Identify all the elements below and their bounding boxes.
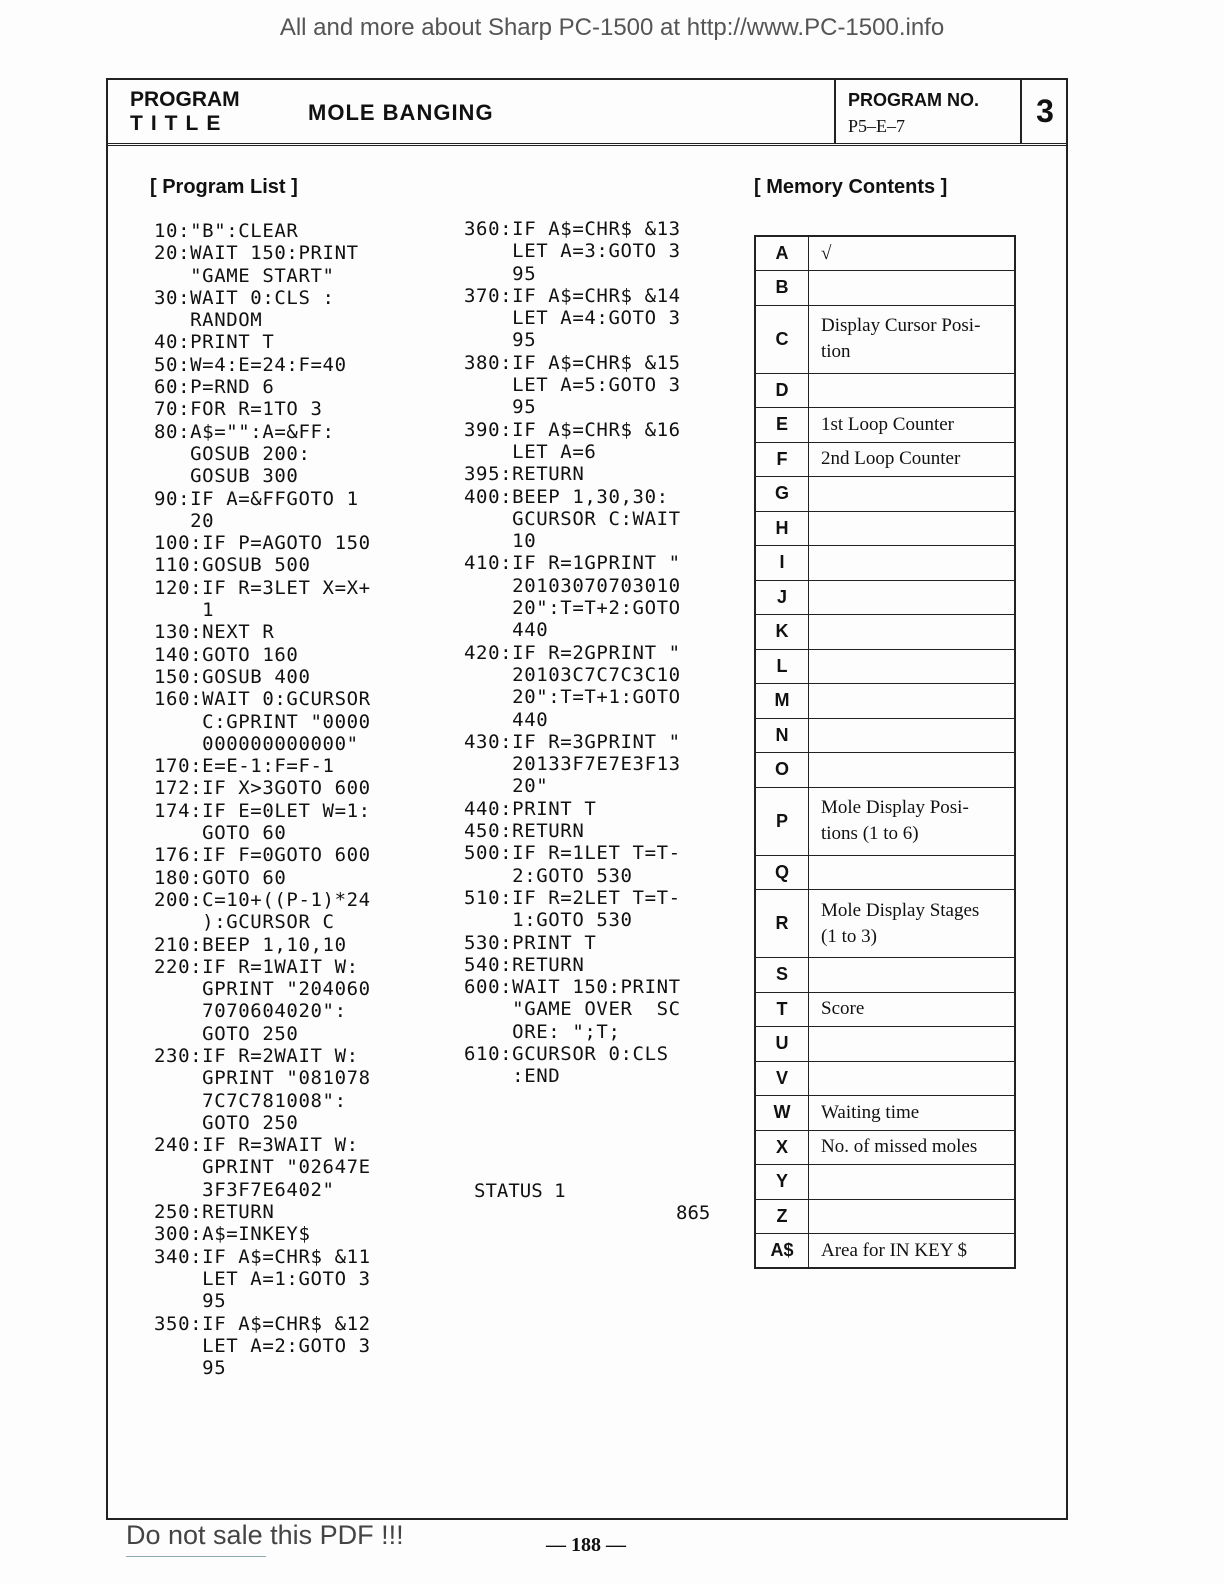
memory-description <box>809 615 1016 650</box>
memory-contents-heading: [ Memory Contents ] <box>754 176 948 198</box>
memory-key: I <box>755 546 809 581</box>
memory-row <box>755 511 1015 546</box>
memory-key: M <box>755 684 809 719</box>
memory-row <box>755 477 1015 512</box>
memory-description <box>809 753 1016 788</box>
memory-description <box>809 1027 1016 1062</box>
program-listing-column-1: 10:"B":CLEAR 20:WAIT 150:PRINT "GAME START" 30:WAIT 0:CLS : RANDOM 40:PRINT T 50:W=4:E=24:F=40 60:P=RND 6 70:FOR R=1TO 3 80:A$="":A=&FF: GOSUB 200: GOSUB 300 90:IF A=&FFGOTO 1 20 100:IF P=AGOTO 150 110:GOSUB 500 120:IF R=3LET X=X+ 1 130:NEXT R 140:GOTO 160 150:GOSUB 400 160:WAIT 0:GCURSOR C:GPRINT "0000 000000000000" 170:E=E-1:F=F-1 172:IF X>3GOTO 600 174:IF E=0LET W=1: GOTO 60 176:IF F=0GOTO 600 180:GOTO 60 200:C=10+((P-1)*24 ):GCURSOR C 210:BEEP 1,10,10 220:IF R=1WAIT W: GPRINT "204060 7070604020": GOTO 250 230:IF R=2WAIT W: GPRINT "081078 7C7C781008": GOTO 250 240:IF R=3WAIT W: GPRINT "02647E 3F3F7E6402" 250:RETURN 300:A$=INKEY$ 340:IF A$=CHR$ &11 LET A=1:GOTO 3 95 350:IF A$=CHR$ &12 LET A=2:GOTO 3 95 <box>154 220 371 1380</box>
memory-key: J <box>755 580 809 615</box>
memory-key: L <box>755 649 809 684</box>
memory-row <box>755 408 1015 443</box>
memory-key: D <box>755 373 809 408</box>
memory-description: Score <box>809 992 1016 1027</box>
memory-description: Mole Display Posi- tions (1 to 6) <box>809 787 1016 855</box>
memory-row <box>755 1061 1015 1096</box>
memory-row <box>755 546 1015 581</box>
status-label: STATUS 1 <box>474 1180 566 1202</box>
memory-row <box>755 615 1015 650</box>
memory-description <box>809 373 1016 408</box>
memory-row <box>755 271 1015 306</box>
memory-description <box>809 684 1016 719</box>
memory-description <box>809 718 1016 753</box>
memory-row <box>755 684 1015 719</box>
memory-description <box>809 855 1016 890</box>
memory-description: No. of missed moles <box>809 1130 1016 1165</box>
status-value: 865 <box>676 1202 711 1224</box>
memory-row <box>755 753 1015 788</box>
memory-description <box>809 1199 1016 1234</box>
program-list-heading: [ Program List ] <box>150 176 298 198</box>
memory-key: U <box>755 1027 809 1062</box>
memory-key: V <box>755 1061 809 1096</box>
program-listing-column-2: 360:IF A$=CHR$ &13 LET A=3:GOTO 3 95 370:IF A$=CHR$ &14 LET A=4:GOTO 3 95 380:IF A$=CHR$ &15 LET A=5:GOTO 3 95 390:IF A$=CHR$ &16 LET A=6 395:RETURN 400:BEEP 1,30,30: GCURSOR C:WAIT 10 410:IF R=1GPRINT " 20103070703010 20":T=T+2:GOTO 440 420:IF R=2GPRINT " 20103C7C7C3C10 20":T=T+1:GOTO 440 430:IF R=3GPRINT " 20133F7E7E3F13 20" 440:PRINT T 450:RETURN 500:IF R=1LET T=T- 2:GOTO 530 510:IF R=2LET T=T- 1:GOTO 530 530:PRINT T 540:RETURN 600:WAIT 150:PRINT "GAME OVER SC ORE: ";T; 610:GCURSOR 0:CLS :END <box>464 218 681 1088</box>
memory-description <box>809 546 1016 581</box>
memory-key: G <box>755 477 809 512</box>
memory-key: Z <box>755 1199 809 1234</box>
memory-row <box>755 1130 1015 1165</box>
memory-key: C <box>755 305 809 373</box>
memory-row <box>755 373 1015 408</box>
footer-note: Do not sale this PDF !!! <box>126 1520 404 1550</box>
program-title: MOLE BANGING <box>308 100 494 125</box>
memory-row <box>755 1165 1015 1200</box>
memory-description <box>809 511 1016 546</box>
memory-row <box>755 787 1015 855</box>
program-number: P5–E–7 <box>848 116 906 136</box>
memory-key: W <box>755 1096 809 1131</box>
memory-row <box>755 442 1015 477</box>
memory-description <box>809 271 1016 306</box>
memory-description <box>809 649 1016 684</box>
memory-row <box>755 1234 1015 1269</box>
memory-row <box>755 236 1015 271</box>
memory-key: K <box>755 615 809 650</box>
memory-description: Waiting time <box>809 1096 1016 1131</box>
memory-key: R <box>755 890 809 958</box>
memory-key: O <box>755 753 809 788</box>
memory-description <box>809 1061 1016 1096</box>
sheet-number: 3 <box>1020 80 1068 143</box>
program-title-label <box>130 88 240 136</box>
memory-row <box>755 580 1015 615</box>
memory-description: 1st Loop Counter <box>809 408 1016 443</box>
memory-key: P <box>755 787 809 855</box>
memory-description <box>809 958 1016 993</box>
memory-description: 2nd Loop Counter <box>809 442 1016 477</box>
memory-row <box>755 649 1015 684</box>
memory-key: X <box>755 1130 809 1165</box>
memory-row <box>755 1199 1015 1234</box>
memory-contents-table <box>754 235 1016 1269</box>
memory-row <box>755 1096 1015 1131</box>
memory-key: H <box>755 511 809 546</box>
memory-key: B <box>755 271 809 306</box>
memory-row <box>755 992 1015 1027</box>
memory-key: Y <box>755 1165 809 1200</box>
program-number-label: PROGRAM NO. <box>848 90 980 110</box>
memory-description: Mole Display Stages (1 to 3) <box>809 890 1016 958</box>
memory-description: Display Cursor Posi- tion <box>809 305 1016 373</box>
memory-key: E <box>755 408 809 443</box>
footer-rule <box>126 1556 266 1557</box>
header <box>108 80 1066 146</box>
memory-row <box>755 1027 1015 1062</box>
page-number: — 188 — <box>546 1534 626 1556</box>
label-line1: PROGRAM <box>130 88 240 111</box>
memory-key: N <box>755 718 809 753</box>
memory-description: Area for IN KEY $ <box>809 1234 1016 1269</box>
source-note: All and more about Sharp PC-1500 at http://www.PC-1500.info <box>279 14 945 41</box>
memory-key: A$ <box>755 1234 809 1269</box>
memory-row <box>755 958 1015 993</box>
memory-description: √ <box>809 236 1016 271</box>
memory-row <box>755 890 1015 958</box>
program-sheet <box>106 78 1068 1520</box>
memory-description <box>809 580 1016 615</box>
memory-key: Q <box>755 855 809 890</box>
label-line2: TITLE <box>130 112 229 135</box>
program-number-cell <box>834 80 1022 143</box>
memory-key: T <box>755 992 809 1027</box>
memory-key: A <box>755 236 809 271</box>
memory-row <box>755 718 1015 753</box>
memory-description <box>809 477 1016 512</box>
memory-description <box>809 1165 1016 1200</box>
memory-key: F <box>755 442 809 477</box>
memory-row <box>755 855 1015 890</box>
memory-row <box>755 305 1015 373</box>
memory-key: S <box>755 958 809 993</box>
